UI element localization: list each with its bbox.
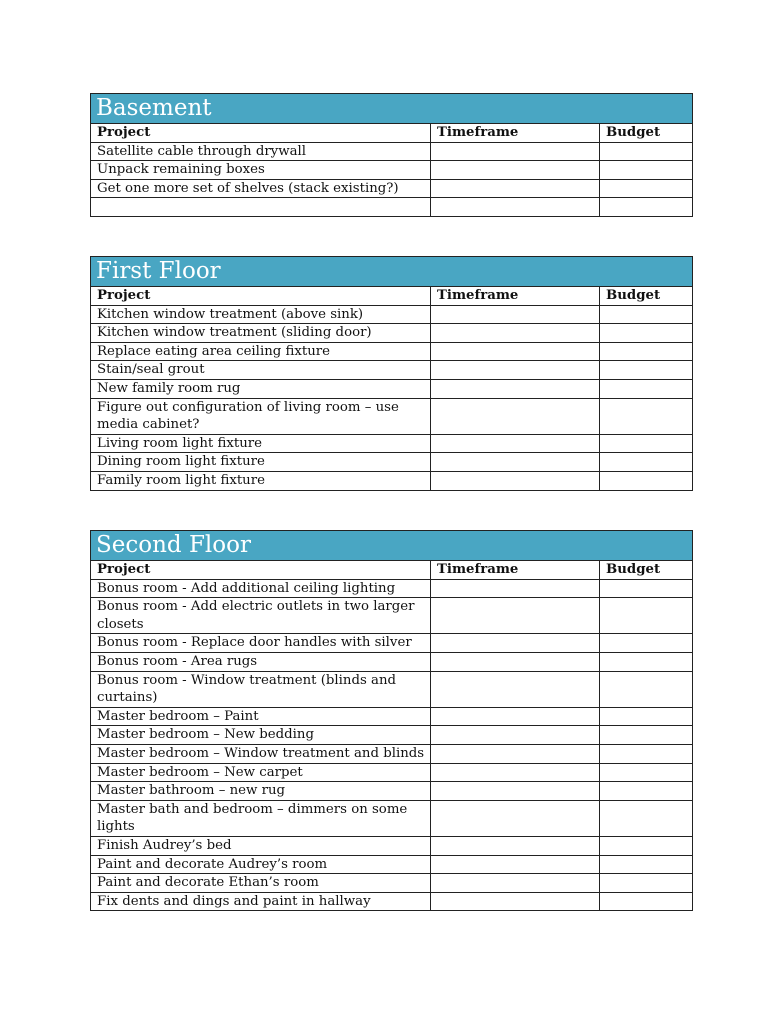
project-header: Project <box>91 561 431 580</box>
table-row <box>91 142 693 161</box>
table-row <box>91 161 693 180</box>
timeframe-cell[interactable] <box>431 598 600 634</box>
table-row <box>91 361 693 380</box>
table-row <box>91 874 693 893</box>
budget-cell[interactable] <box>600 800 693 836</box>
project-header: Project <box>91 124 431 143</box>
project-cell: Master bathroom – new rug <box>91 782 431 801</box>
table-row <box>91 726 693 745</box>
project-cell: Paint and decorate Audrey’s room <box>91 855 431 874</box>
table-row <box>91 744 693 763</box>
timeframe-cell[interactable] <box>431 763 600 782</box>
project-cell: Family room light fixture <box>91 471 431 490</box>
timeframe-cell[interactable] <box>431 198 600 217</box>
table-row <box>91 379 693 398</box>
budget-cell[interactable] <box>600 744 693 763</box>
project-cell: Replace eating area ceiling fixture <box>91 342 431 361</box>
timeframe-header: Timeframe <box>431 287 600 306</box>
timeframe-cell[interactable] <box>431 671 600 707</box>
table-row <box>91 836 693 855</box>
project-cell: Bonus room - Add additional ceiling lighting <box>91 579 431 598</box>
budget-cell[interactable] <box>600 379 693 398</box>
second-floor-table <box>90 530 693 911</box>
timeframe-cell[interactable] <box>431 634 600 653</box>
table-row <box>91 707 693 726</box>
project-cell: Master bedroom – New carpet <box>91 763 431 782</box>
budget-cell[interactable] <box>600 763 693 782</box>
project-cell: Master bedroom – Paint <box>91 707 431 726</box>
first-floor-section <box>90 256 692 491</box>
budget-cell[interactable] <box>600 726 693 745</box>
timeframe-cell[interactable] <box>431 800 600 836</box>
timeframe-header: Timeframe <box>431 124 600 143</box>
table-row <box>91 305 693 324</box>
project-cell: Bonus room - Window treatment (blinds and curtains) <box>91 671 431 707</box>
table-row <box>91 434 693 453</box>
budget-cell[interactable] <box>600 855 693 874</box>
timeframe-cell[interactable] <box>431 707 600 726</box>
timeframe-cell[interactable] <box>431 836 600 855</box>
table-row <box>91 598 693 634</box>
budget-cell[interactable] <box>600 305 693 324</box>
timeframe-cell[interactable] <box>431 179 600 198</box>
timeframe-cell[interactable] <box>431 398 600 434</box>
timeframe-cell[interactable] <box>431 434 600 453</box>
section-title: Second Floor <box>91 531 693 561</box>
section-title: First Floor <box>91 257 693 287</box>
project-cell: Kitchen window treatment (above sink) <box>91 305 431 324</box>
timeframe-cell[interactable] <box>431 379 600 398</box>
project-cell: Satellite cable through drywall <box>91 142 431 161</box>
budget-header: Budget <box>600 287 693 306</box>
project-cell: Finish Audrey’s bed <box>91 836 431 855</box>
timeframe-cell[interactable] <box>431 892 600 911</box>
timeframe-cell[interactable] <box>431 361 600 380</box>
budget-header: Budget <box>600 561 693 580</box>
basement-section <box>90 93 692 217</box>
table-row <box>91 634 693 653</box>
budget-cell[interactable] <box>600 579 693 598</box>
project-cell: Bonus room - Add electric outlets in two larger closets <box>91 598 431 634</box>
budget-cell[interactable] <box>600 652 693 671</box>
project-cell: Fix dents and dings and paint in hallway <box>91 892 431 911</box>
table-row <box>91 579 693 598</box>
budget-cell[interactable] <box>600 634 693 653</box>
project-cell: Master bedroom – Window treatment and blinds <box>91 744 431 763</box>
table-row <box>91 398 693 434</box>
second-floor-section <box>90 530 692 911</box>
budget-header: Budget <box>600 124 693 143</box>
project-cell: Bonus room - Replace door handles with silver <box>91 634 431 653</box>
table-body <box>91 579 693 911</box>
project-cell: New family room rug <box>91 379 431 398</box>
first-floor-table <box>90 256 693 491</box>
project-cell: Master bedroom – New bedding <box>91 726 431 745</box>
budget-cell[interactable] <box>600 453 693 472</box>
project-cell: Bonus room - Area rugs <box>91 652 431 671</box>
basement-table <box>90 93 693 217</box>
table-row <box>91 855 693 874</box>
timeframe-cell[interactable] <box>431 874 600 893</box>
budget-cell[interactable] <box>600 892 693 911</box>
timeframe-cell[interactable] <box>431 342 600 361</box>
table-row <box>91 471 693 490</box>
project-cell: Paint and decorate Ethan’s room <box>91 874 431 893</box>
budget-cell[interactable] <box>600 836 693 855</box>
budget-cell[interactable] <box>600 179 693 198</box>
budget-cell[interactable] <box>600 471 693 490</box>
timeframe-cell[interactable] <box>431 855 600 874</box>
budget-cell[interactable] <box>600 707 693 726</box>
timeframe-cell[interactable] <box>431 305 600 324</box>
timeframe-cell[interactable] <box>431 652 600 671</box>
section-title: Basement <box>91 94 693 124</box>
project-cell: Dining room light fixture <box>91 453 431 472</box>
timeframe-cell[interactable] <box>431 324 600 343</box>
project-cell: Get one more set of shelves (stack existing?) <box>91 179 431 198</box>
project-cell: Living room light fixture <box>91 434 431 453</box>
timeframe-cell[interactable] <box>431 453 600 472</box>
timeframe-cell[interactable] <box>431 142 600 161</box>
table-row <box>91 892 693 911</box>
project-cell: Figure out configuration of living room – use media cabinet? <box>91 398 431 434</box>
budget-cell[interactable] <box>600 434 693 453</box>
budget-cell[interactable] <box>600 874 693 893</box>
project-cell: Master bath and bedroom – dimmers on some lights <box>91 800 431 836</box>
table-row <box>91 671 693 707</box>
project-header: Project <box>91 287 431 306</box>
budget-cell[interactable] <box>600 598 693 634</box>
timeframe-cell[interactable] <box>431 744 600 763</box>
table-row <box>91 800 693 836</box>
table-row <box>91 453 693 472</box>
project-cell: Kitchen window treatment (sliding door) <box>91 324 431 343</box>
budget-cell[interactable] <box>600 142 693 161</box>
table-row <box>91 342 693 361</box>
table-row <box>91 782 693 801</box>
table-body <box>91 305 693 490</box>
table-body <box>91 142 693 216</box>
budget-cell[interactable] <box>600 161 693 180</box>
timeframe-cell[interactable] <box>431 726 600 745</box>
budget-cell[interactable] <box>600 782 693 801</box>
table-row <box>91 324 693 343</box>
budget-cell[interactable] <box>600 342 693 361</box>
budget-cell[interactable] <box>600 198 693 217</box>
budget-cell[interactable] <box>600 324 693 343</box>
budget-cell[interactable] <box>600 398 693 434</box>
budget-cell[interactable] <box>600 361 693 380</box>
budget-cell[interactable] <box>600 671 693 707</box>
timeframe-cell[interactable] <box>431 471 600 490</box>
table-row <box>91 179 693 198</box>
project-cell: Unpack remaining boxes <box>91 161 431 180</box>
project-cell <box>91 198 431 217</box>
timeframe-cell[interactable] <box>431 579 600 598</box>
timeframe-header: Timeframe <box>431 561 600 580</box>
project-cell: Stain/seal grout <box>91 361 431 380</box>
table-row <box>91 198 693 217</box>
timeframe-cell[interactable] <box>431 782 600 801</box>
table-row <box>91 763 693 782</box>
timeframe-cell[interactable] <box>431 161 600 180</box>
table-row <box>91 652 693 671</box>
